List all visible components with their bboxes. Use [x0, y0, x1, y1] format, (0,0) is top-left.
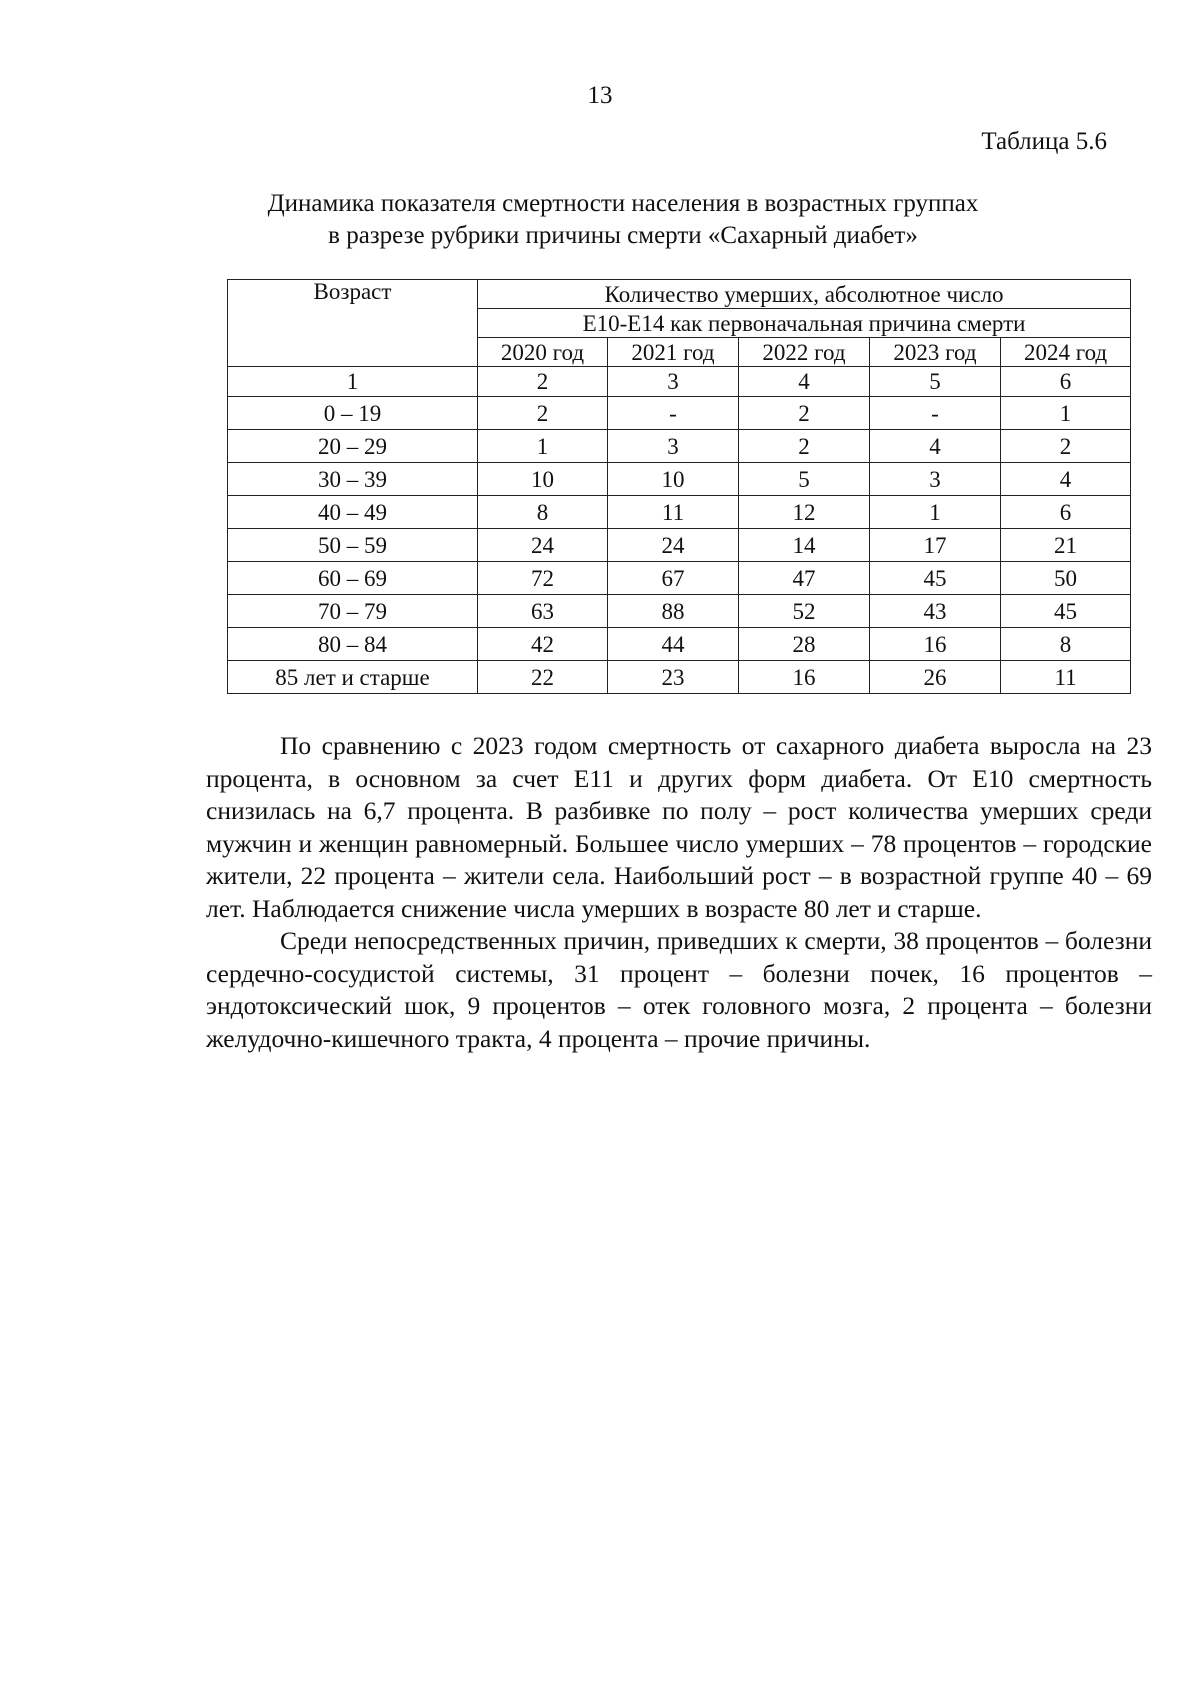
body-text	[206, 730, 1152, 1055]
value-cell: 28	[739, 628, 870, 661]
value-cell: 45	[870, 562, 1001, 595]
value-cell: 50	[1001, 562, 1131, 595]
value-cell: 72	[478, 562, 608, 595]
age-group-cell: 0 – 19	[228, 397, 478, 430]
column-number: 5	[870, 367, 1001, 397]
value-cell: 42	[478, 628, 608, 661]
value-cell: 52	[739, 595, 870, 628]
age-group-cell: 70 – 79	[228, 595, 478, 628]
value-cell: 88	[608, 595, 739, 628]
value-cell: 16	[870, 628, 1001, 661]
value-cell: -	[608, 397, 739, 430]
table-row	[228, 562, 1131, 595]
age-group-cell: 60 – 69	[228, 562, 478, 595]
table-row	[228, 463, 1131, 496]
value-cell: 12	[739, 496, 870, 529]
age-group-cell: 40 – 49	[228, 496, 478, 529]
table-row	[228, 628, 1131, 661]
value-cell: 8	[478, 496, 608, 529]
table-row	[228, 595, 1131, 628]
value-cell: 17	[870, 529, 1001, 562]
value-cell: 22	[478, 661, 608, 694]
value-cell: -	[870, 397, 1001, 430]
value-cell: 2	[1001, 430, 1131, 463]
value-cell: 47	[739, 562, 870, 595]
paragraph: По сравнению с 2023 годом смертность от сахарного диабета выросла на 23 процента, в основном за счет Е11 и других форм диабета. От Е10 смертность снизилась на 6,7 процента. В разбивке по полу – рост количества умерших среди мужчин и женщин равномерный. Большее число умерших – 78 процентов – городские жители, 22 процента – жители села. Наибольший рост – в возрастной группе 40 – 69 лет. Наблюдается снижение числа умерших в возрасте 80 лет и старше.	[206, 731, 1152, 923]
table-title-line-2: в разрезе рубрики причины смерти «Сахарный диабет»	[328, 222, 918, 249]
age-group-cell: 50 – 59	[228, 529, 478, 562]
column-number: 4	[739, 367, 870, 397]
table-row	[228, 430, 1131, 463]
value-cell: 3	[608, 430, 739, 463]
table-title	[228, 188, 1018, 252]
table-row	[228, 397, 1131, 430]
value-cell: 1	[870, 496, 1001, 529]
value-cell: 24	[478, 529, 608, 562]
value-cell: 24	[608, 529, 739, 562]
value-cell: 6	[1001, 496, 1131, 529]
page-number: 13	[587, 82, 613, 109]
year-header: 2024 год	[1001, 338, 1131, 367]
column-number-row	[228, 367, 1131, 397]
column-number: 3	[608, 367, 739, 397]
mortality-table	[227, 279, 1131, 694]
year-header: 2022 год	[739, 338, 870, 367]
table-row	[228, 496, 1131, 529]
year-header: 2020 год	[478, 338, 608, 367]
value-cell: 4	[870, 430, 1001, 463]
age-group-cell: 20 – 29	[228, 430, 478, 463]
table-row	[228, 529, 1131, 562]
subgroup-header: Е10-Е14 как первоначальная причина смерти	[478, 309, 1131, 338]
group-header: Количество умерших, абсолютное число	[478, 280, 1131, 309]
column-number: 6	[1001, 367, 1131, 397]
value-cell: 1	[1001, 397, 1131, 430]
value-cell: 4	[1001, 463, 1131, 496]
value-cell: 2	[739, 430, 870, 463]
value-cell: 10	[608, 463, 739, 496]
age-column-header: Возраст	[228, 280, 478, 367]
value-cell: 1	[478, 430, 608, 463]
paragraph: Среди непосредственных причин, приведших к смерти, 38 процентов – болезни сердечно-сосудистой системы, 31 процент – болезни почек, 16 процентов – эндотоксический шок, 9 процентов – отек головного мозга, 2 процента – болезни желудочно-кишечного тракта, 4 процента – прочие причины.	[206, 926, 1152, 1053]
value-cell: 2	[478, 397, 608, 430]
value-cell: 8	[1001, 628, 1131, 661]
value-cell: 11	[608, 496, 739, 529]
value-cell: 67	[608, 562, 739, 595]
value-cell: 11	[1001, 661, 1131, 694]
value-cell: 2	[739, 397, 870, 430]
table-row	[228, 661, 1131, 694]
value-cell: 45	[1001, 595, 1131, 628]
table-label: Таблица 5.6	[981, 128, 1107, 155]
value-cell: 26	[870, 661, 1001, 694]
value-cell: 43	[870, 595, 1001, 628]
value-cell: 63	[478, 595, 608, 628]
value-cell: 3	[870, 463, 1001, 496]
year-header: 2023 год	[870, 338, 1001, 367]
value-cell: 23	[608, 661, 739, 694]
age-group-cell: 30 – 39	[228, 463, 478, 496]
value-cell: 16	[739, 661, 870, 694]
value-cell: 10	[478, 463, 608, 496]
age-group-cell: 80 – 84	[228, 628, 478, 661]
value-cell: 21	[1001, 529, 1131, 562]
value-cell: 5	[739, 463, 870, 496]
value-cell: 44	[608, 628, 739, 661]
column-number: 2	[478, 367, 608, 397]
year-header: 2021 год	[608, 338, 739, 367]
table-title-line-1: Динамика показателя смертности населения в возрастных группах	[267, 190, 979, 217]
age-group-cell: 85 лет и старше	[228, 661, 478, 694]
value-cell: 14	[739, 529, 870, 562]
column-number: 1	[228, 367, 478, 397]
